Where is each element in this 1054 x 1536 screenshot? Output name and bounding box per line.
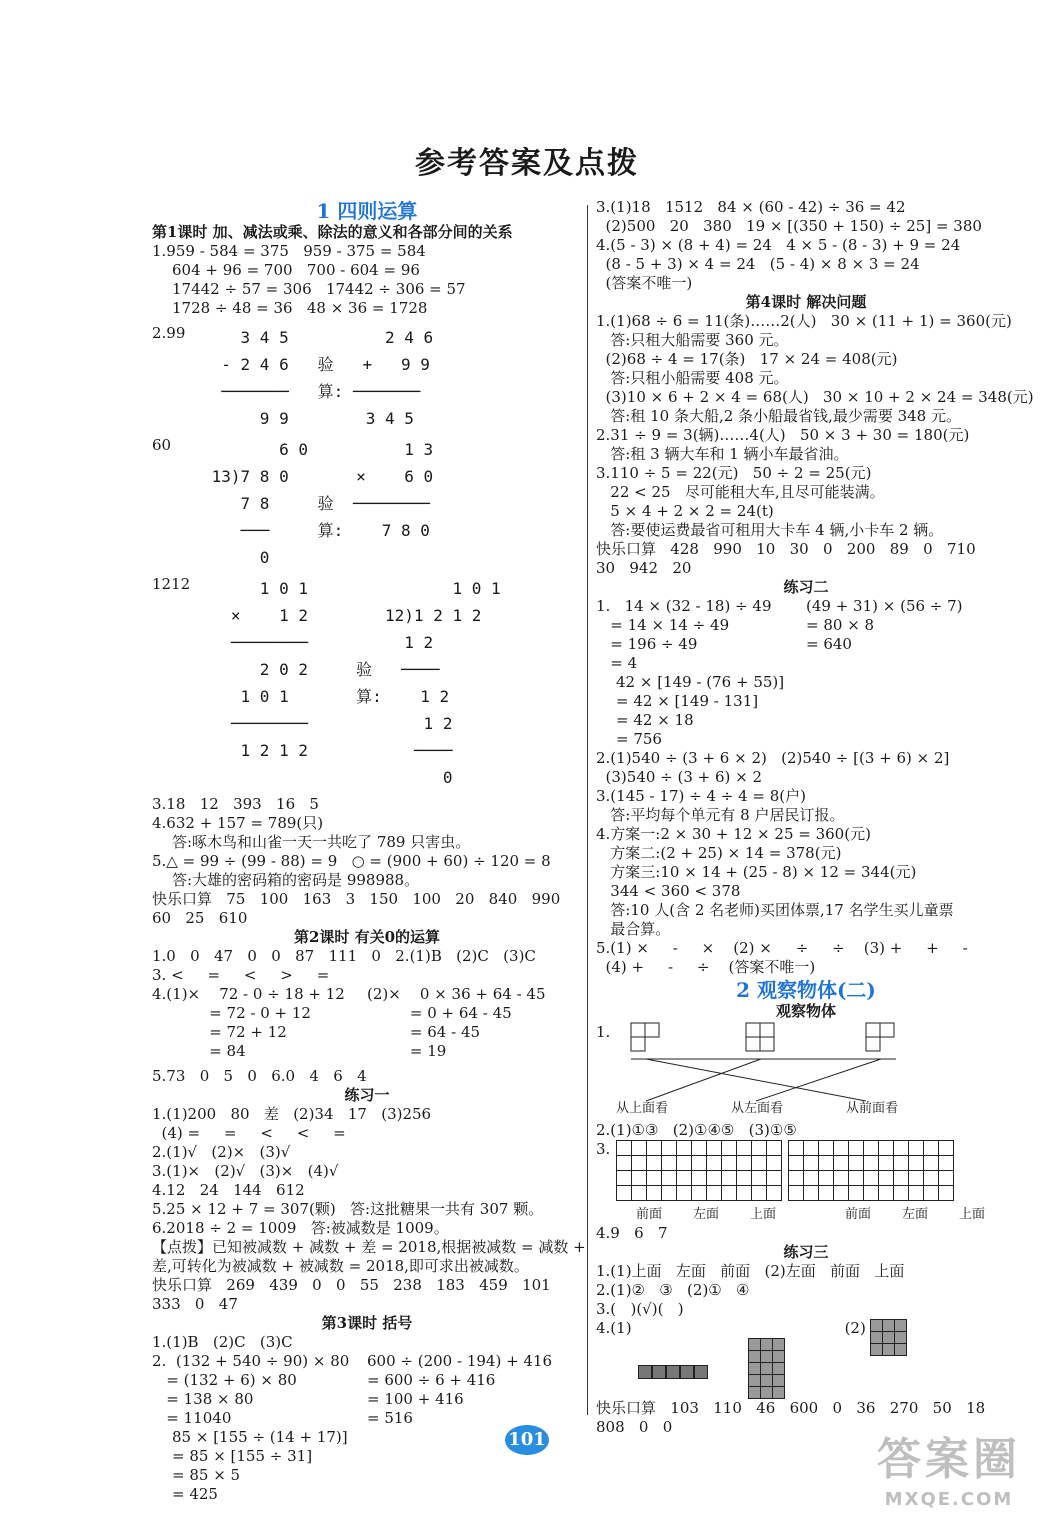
answer-line: (8 - 5 + 3) × 4 = 24 (5 - 4) × 8 × 3 = 24	[596, 255, 920, 273]
watermark-text: 答案圈	[877, 1434, 1021, 1485]
calc-figure: 6 0 1 3 13)7 8 0 × 6 0 7 8 验 ──────── ─── 算: 7 8 0 0	[211, 440, 434, 567]
view-grid-figure	[596, 1140, 1016, 1201]
answer-line: 5 × 4 + 2 × 2 = 24(t)	[596, 502, 774, 520]
cube-icon	[694, 1365, 708, 1379]
answer-line: 2.(1)② ③ (2)① ④	[596, 1281, 750, 1299]
grid-cell	[849, 1186, 864, 1201]
grid-cell	[749, 1351, 760, 1362]
answer-line: 答:租 10 条大船,2 条小船最省钱,最少需要 348 元。	[596, 407, 961, 425]
grid-cell	[737, 1156, 752, 1171]
cube-icon	[638, 1365, 652, 1379]
answer-line: 2.99	[152, 324, 186, 342]
grid-cell	[692, 1156, 707, 1171]
answer-block	[152, 1105, 586, 1314]
grid-cell	[879, 1141, 894, 1156]
answer-line: = 14 × 14 ÷ 49	[596, 616, 730, 634]
answer-line: = 0 + 64 - 45	[367, 1004, 512, 1022]
answer-block	[152, 1352, 582, 1428]
answer-line: 17442 ÷ 57 = 306 17442 ÷ 306 = 57	[172, 280, 466, 298]
answer-line: 快乐口算 428 990 10 30 0 200 89 0 710	[596, 540, 976, 558]
chapter-heading: 1 四则运算	[316, 199, 418, 223]
view-label: 左面	[693, 1207, 720, 1222]
answer-line: 1.(1)200 80 差 (2)34 17 (3)256	[152, 1105, 432, 1123]
grid-cell	[871, 1320, 882, 1331]
answer-line: 4.12 24 144 612	[152, 1181, 305, 1199]
grid-cell	[767, 1171, 782, 1186]
grid-cell	[707, 1171, 722, 1186]
answer-line: 6.2018 ÷ 2 = 1009 答:被减数是 1009。	[152, 1219, 449, 1237]
cube-figure	[596, 1319, 1016, 1399]
grid-cell	[789, 1171, 804, 1186]
grid-cell	[617, 1141, 632, 1156]
grid-cell	[737, 1171, 752, 1186]
grid-cell	[864, 1171, 879, 1186]
grid-cell	[761, 1339, 772, 1350]
answer-line: 4.(5 - 3) × (8 + 4) = 24 4 × 5 - (8 - 3) + 9 = 24	[596, 236, 961, 254]
grid-cell	[761, 1387, 772, 1398]
grid-cell	[883, 1332, 894, 1343]
grid-cell	[879, 1186, 894, 1201]
answer-block	[596, 198, 1016, 293]
answer-line: 3.(145 - 17) ÷ 4 ÷ 4 = 8(户)	[596, 787, 806, 805]
grid-cell	[849, 1171, 864, 1186]
grid-cell	[752, 1171, 767, 1186]
answer-line: (4) = = < < =	[152, 1124, 346, 1142]
grid-cell	[737, 1141, 752, 1156]
answer-line: 30 942 20	[596, 559, 692, 577]
answer-line: 1.(1)B (2)C (3)C	[152, 1333, 293, 1351]
answer-block	[152, 242, 582, 318]
grid-cell	[895, 1332, 906, 1343]
grid-cell	[789, 1186, 804, 1201]
grid-cell	[909, 1171, 924, 1186]
grid-cell	[924, 1171, 939, 1186]
question-number: 3.	[596, 1140, 611, 1158]
grid-cell	[883, 1320, 894, 1331]
grid-cell	[752, 1141, 767, 1156]
grid-cell	[895, 1320, 906, 1331]
answer-line: 1.(1)68 ÷ 6 = 11(条)……2(人) 30 × (11 + 1) = 360(元)	[596, 312, 1012, 330]
chapter-heading: 2 观察物体(二)	[736, 978, 876, 1002]
vertical-calc-2	[152, 436, 582, 571]
cube-icon	[680, 1365, 694, 1379]
grid-cell	[924, 1141, 939, 1156]
grid-cell	[819, 1156, 834, 1171]
grid-cell	[722, 1171, 737, 1186]
view-matching-figure	[596, 1021, 1016, 1121]
answer-line: 答:10 人(含 2 名老师)买团体票,17 名学生买儿童票	[596, 901, 954, 919]
grid-cell	[617, 1156, 632, 1171]
dot-grid	[788, 1140, 954, 1201]
grid-cell	[749, 1339, 760, 1350]
answer-line: 2.31 ÷ 9 = 3(辆)……4(人) 50 × 3 + 30 = 180(元)	[596, 426, 970, 444]
answer-line: 3.(1)× (2)√ (3)× (4)√	[152, 1162, 339, 1180]
exercise-heading: 练习三	[783, 1243, 829, 1261]
question-number: 4.(1)	[596, 1319, 632, 1337]
answer-line: = 516	[367, 1409, 413, 1427]
vertical-calc-1	[152, 324, 582, 432]
answer-line: (2)× 0 × 36 + 64 - 45	[367, 985, 546, 1003]
answer-line: 3.18 12 393 16 5	[152, 795, 319, 813]
grid-cell	[761, 1363, 772, 1374]
answer-line: 2.(1)①③ (2)①④⑤ (3)①⑤	[596, 1121, 797, 1139]
grid-cell	[632, 1141, 647, 1156]
grid-cell	[924, 1186, 939, 1201]
grid-cell	[752, 1156, 767, 1171]
answer-line: 答:要使运费最省可租用大卡车 4 辆,小卡车 2 辆。	[596, 521, 944, 539]
view-label: 从上面看	[616, 1101, 669, 1116]
grid-cell	[632, 1186, 647, 1201]
grid-cell	[864, 1156, 879, 1171]
page-title: 参考答案及点拨	[415, 146, 639, 181]
grid-cell	[632, 1171, 647, 1186]
grid-cell	[939, 1156, 954, 1171]
grid-cell	[773, 1375, 784, 1386]
answer-line: 604 + 96 = 700 700 - 604 = 96	[172, 261, 420, 279]
answer-line: 3.( )(√)( )	[596, 1300, 684, 1318]
answer-line: 1. 14 × (32 - 18) ÷ 49	[596, 597, 772, 615]
answer-line: = 425	[172, 1485, 218, 1503]
grid-cell	[895, 1344, 906, 1355]
answer-line: 答:只租小船需要 408 元。	[596, 369, 789, 387]
view-label: 上面	[959, 1207, 986, 1222]
grid-cell	[692, 1186, 707, 1201]
grid-cell	[773, 1387, 784, 1398]
answer-block	[596, 749, 1016, 977]
grid-cell	[789, 1141, 804, 1156]
answer-line: 5.73 0 5 0 6.0 4 6 4	[152, 1067, 367, 1085]
grid-cell	[939, 1186, 954, 1201]
answer-block	[152, 795, 582, 928]
answer-line: = 19	[367, 1042, 447, 1060]
grid-cell	[773, 1339, 784, 1350]
answer-line: 1.0 0 47 0 0 87 111 0 2.(1)B (2)C (3)C	[152, 947, 536, 965]
view-label: 前面	[636, 1207, 663, 1222]
answer-line: 方案三:10 × 14 + (25 - 8) × 12 = 344(元)	[596, 863, 917, 881]
answer-line: = 4	[596, 654, 638, 672]
grid-cell	[789, 1156, 804, 1171]
grid-cell	[864, 1186, 879, 1201]
grid-cell	[767, 1141, 782, 1156]
exercise-heading: 练习二	[783, 578, 829, 596]
answer-line: 方案二:(2 + 25) × 14 = 378(元)	[596, 844, 842, 862]
cube-icon	[652, 1365, 666, 1379]
grid-cell	[677, 1141, 692, 1156]
answer-line: 344 < 360 < 378	[596, 882, 741, 900]
grid-cell	[894, 1186, 909, 1201]
grid-cell	[894, 1171, 909, 1186]
column-divider	[587, 205, 588, 1415]
grid-cell	[939, 1141, 954, 1156]
grid-cell	[939, 1171, 954, 1186]
answer-line: (4) + - ÷ (答案不唯一)	[596, 958, 816, 976]
answer-line: 快乐口算 75 100 163 3 150 100 20 840 990	[152, 890, 561, 908]
answer-line: 答:平均每个单元有 8 户居民订报。	[596, 806, 845, 824]
cube-stack	[748, 1338, 785, 1399]
answer-line: 22 < 25 尽可能租大车,且尽可能装满。	[596, 483, 885, 501]
answer-line: = 196 ÷ 49	[596, 635, 698, 653]
grid-cell	[879, 1171, 894, 1186]
question-number: (2)	[844, 1319, 866, 1337]
answer-line: 答:租 3 辆大车和 1 辆小车最省油。	[596, 445, 849, 463]
grid-cell	[871, 1332, 882, 1343]
answer-block	[596, 312, 1034, 578]
grid-cell	[722, 1186, 737, 1201]
grid-cell	[749, 1363, 760, 1374]
answer-line: = 640	[806, 635, 852, 653]
lesson-heading: 第1课时 加、减法或乘、除法的意义和各部分间的关系	[152, 223, 513, 241]
grid-cell	[834, 1186, 849, 1201]
answer-line: = 100 + 416	[367, 1390, 464, 1408]
hint-line: 【点拨】已知被减数 + 减数 + 差 = 2018,根据被减数 = 减数 +	[152, 1238, 586, 1256]
answer-line: 快乐口算 269 439 0 0 55 238 183 459 101	[152, 1276, 551, 1294]
answer-line: 4.(1)× 72 - 0 ÷ 18 + 12	[152, 985, 345, 1003]
grid-cell	[871, 1344, 882, 1355]
answer-line: = 72 + 12	[152, 1023, 287, 1041]
grid-cell	[834, 1141, 849, 1156]
grid-cell	[909, 1156, 924, 1171]
grid-cell	[767, 1156, 782, 1171]
answer-line: 4.632 + 157 = 789(只)	[152, 814, 324, 832]
grid-cell	[894, 1156, 909, 1171]
grid-cell	[883, 1344, 894, 1355]
grid-cell	[647, 1141, 662, 1156]
left-column	[152, 198, 586, 1504]
answer-line: 5.25 × 12 + 7 = 307(颗) 答:这批糖果一共有 307 颗。	[152, 1200, 544, 1218]
grid-cell	[752, 1186, 767, 1201]
answer-line: = 138 × 80	[152, 1390, 254, 1408]
watermark-url: MXQE.COM	[884, 1489, 1014, 1510]
grid-cell	[804, 1141, 819, 1156]
answer-line: (2)500 20 380 19 × [(350 + 150) ÷ 25] = 380	[596, 217, 982, 235]
grid-cell	[761, 1375, 772, 1386]
answer-line: 4.方案一:2 × 30 + 12 × 25 = 360(元)	[596, 825, 871, 843]
grid-cell	[767, 1186, 782, 1201]
grid-cell	[834, 1171, 849, 1186]
view-label: 前面	[845, 1207, 872, 1222]
answer-line: = 756	[616, 730, 662, 748]
lesson-heading: 观察物体	[775, 1002, 836, 1020]
grid-cell	[692, 1171, 707, 1186]
answer-block	[596, 673, 1016, 749]
grid-cell	[632, 1156, 647, 1171]
grid-cell	[834, 1156, 849, 1171]
answer-line: = 600 ÷ 6 + 416	[367, 1371, 496, 1389]
answer-line: 600 ÷ (200 - 194) + 416	[367, 1352, 553, 1370]
grid-cell	[849, 1156, 864, 1171]
answer-line: (49 + 31) × (56 ÷ 7)	[806, 597, 963, 615]
cube-icon	[666, 1365, 680, 1379]
grid-cell	[722, 1141, 737, 1156]
grid-cell	[909, 1186, 924, 1201]
page-number-badge: 101	[505, 1425, 549, 1455]
grid-cell	[909, 1141, 924, 1156]
answer-block	[596, 597, 1016, 673]
answer-line: = 85 × 5	[172, 1466, 241, 1484]
answer-line: = (132 + 6) × 80	[152, 1371, 297, 1389]
grid-cell	[647, 1186, 662, 1201]
grid-cell	[804, 1171, 819, 1186]
answer-line: 答:啄木鸟和山雀一天一共吃了 789 只害虫。	[172, 833, 471, 851]
answer-line: 答:大雄的密码箱的密码是 998988。	[172, 871, 420, 889]
answer-line: 1.(1)上面 左面 前面 (2)左面 前面 上面	[596, 1262, 905, 1280]
grid-cell	[677, 1156, 692, 1171]
answer-line: 1728 ÷ 48 = 36 48 × 36 = 1728	[172, 299, 428, 317]
answer-line: 答:只租大船需要 360 元。	[596, 331, 789, 349]
grid-cell	[773, 1363, 784, 1374]
calc-figure: 3 4 5 2 4 6 - 2 4 6 验 + 9 9 ─────── 算: ─────── 9 9 3 4 5	[221, 328, 434, 428]
view-label: 左面	[902, 1207, 929, 1222]
answer-line: 85 × [155 ÷ (14 + 17)]	[172, 1428, 348, 1446]
answer-line: 60	[152, 436, 172, 454]
grid-cell	[692, 1141, 707, 1156]
grid-cell	[773, 1351, 784, 1362]
answer-line: = 80 × 8	[806, 616, 875, 634]
cube-row	[638, 1365, 708, 1379]
answer-line: = 85 × [155 ÷ 31]	[172, 1447, 313, 1465]
grid-pair	[616, 1140, 1016, 1201]
grid-cell	[707, 1156, 722, 1171]
answer-line: 808 0 0	[596, 1418, 673, 1436]
grid-cell	[662, 1156, 677, 1171]
grid-cell	[819, 1171, 834, 1186]
grid-cell	[707, 1186, 722, 1201]
answer-line: 60 25 610	[152, 909, 248, 927]
answer-line: 5.△ = 99 ÷ (99 - 88) = 9 ○ = (900 + 60) ÷ 120 = 8	[152, 852, 551, 870]
watermark-logo	[864, 1431, 1034, 1526]
answer-line: 2. (132 + 540 ÷ 90) × 80	[152, 1352, 350, 1370]
grid-cell	[761, 1351, 772, 1362]
grid-cell	[819, 1186, 834, 1201]
grid-cell	[749, 1375, 760, 1386]
grid-cell	[804, 1156, 819, 1171]
grid-cell	[617, 1171, 632, 1186]
view-label: 从左面看	[731, 1101, 784, 1116]
grid-cell	[662, 1186, 677, 1201]
grid-cell	[677, 1171, 692, 1186]
answer-line: = 84	[152, 1042, 246, 1060]
exercise-heading: 练习一	[344, 1086, 390, 1104]
grid-cell	[849, 1141, 864, 1156]
answer-line: 最合算。	[596, 920, 671, 938]
answer-line: 4.9 6 7	[596, 1224, 668, 1242]
grid-cell	[819, 1141, 834, 1156]
answer-line: 1.959 - 584 = 375 959 - 375 = 584	[152, 242, 426, 260]
answer-line: (答案不唯一)	[596, 274, 693, 292]
grid-cell	[662, 1141, 677, 1156]
answer-line: = 11040	[152, 1409, 232, 1427]
answer-line: = 64 - 45	[367, 1023, 481, 1041]
lesson-heading: 第2课时 有关0的运算	[293, 928, 441, 946]
answer-line: 2.(1)√ (2)× (3)√	[152, 1143, 291, 1161]
right-column	[596, 198, 1034, 1437]
view-label: 从前面看	[846, 1101, 899, 1116]
answer-line: (3)10 × 6 + 2 × 4 = 68(人) 30 × 10 + 2 × 24 = 348(元)	[596, 388, 1034, 406]
answer-line: = 72 - 0 + 12	[152, 1004, 311, 1022]
dot-grid	[616, 1140, 782, 1201]
answer-line: 3.(1)18 1512 84 × (60 - 42) ÷ 36 = 42	[596, 198, 906, 216]
answer-line: 3.110 ÷ 5 = 22(元) 50 ÷ 2 = 25(元)	[596, 464, 872, 482]
grid-cell	[749, 1387, 760, 1398]
answer-line: 3. < = < > =	[152, 966, 330, 984]
vertical-calc-3	[152, 575, 582, 791]
answer-block	[152, 985, 582, 1061]
grid-cell	[722, 1156, 737, 1171]
grid-cell	[677, 1186, 692, 1201]
grid-cell	[662, 1171, 677, 1186]
hint-line: 差,可转化为被减数 + 被减数 = 2018,即可求出被减数。	[152, 1257, 529, 1275]
grid-labels	[636, 1205, 1016, 1224]
answer-line: = 42 × 18	[616, 711, 694, 729]
answer-line: 快乐口算 103 110 46 600 0 36 270 50 18	[596, 1399, 986, 1417]
grid-cell	[647, 1171, 662, 1186]
answer-line: (2)68 ÷ 4 = 17(条) 17 × 24 = 408(元)	[596, 350, 898, 368]
answer-line: 5.(1) × - × (2) × ÷ ÷ (3) + + -	[596, 939, 968, 957]
grid-cell	[737, 1186, 752, 1201]
question-number: 1.	[596, 1023, 611, 1041]
grid-cell	[864, 1141, 879, 1156]
answer-line: (3)540 ÷ (3 + 6) × 2	[596, 768, 763, 786]
grid-cell	[804, 1186, 819, 1201]
lesson-heading: 第4课时 解决问题	[745, 293, 867, 311]
grid-cell	[894, 1141, 909, 1156]
grid-cell	[707, 1141, 722, 1156]
answer-line: 2.(1)540 ÷ (3 + 6 × 2) (2)540 ÷ [(3 + 6) × 2]	[596, 749, 950, 767]
lesson-heading: 第3课时 括号	[321, 1314, 413, 1332]
answer-line: 42 × [149 - (76 + 55)]	[616, 673, 785, 691]
answer-line: 333 0 47	[152, 1295, 238, 1313]
cube-stack	[870, 1319, 907, 1356]
answer-line: 1212	[152, 575, 191, 593]
answer-line: = 42 × [149 - 131]	[616, 692, 759, 710]
grid-cell	[617, 1186, 632, 1201]
grid-cell	[924, 1156, 939, 1171]
grid-cell	[879, 1156, 894, 1171]
calc-figure: 1 0 1 1 0 1 × 1 2 12)1 2 1 2 ──────── 1 2 2 0 2 验 ──── 1 0 1 算: 1 2 ──────── 1 2 1 2 1 2 ──── 0	[230, 579, 501, 787]
grid-cell	[647, 1156, 662, 1171]
view-label: 上面	[750, 1207, 777, 1222]
